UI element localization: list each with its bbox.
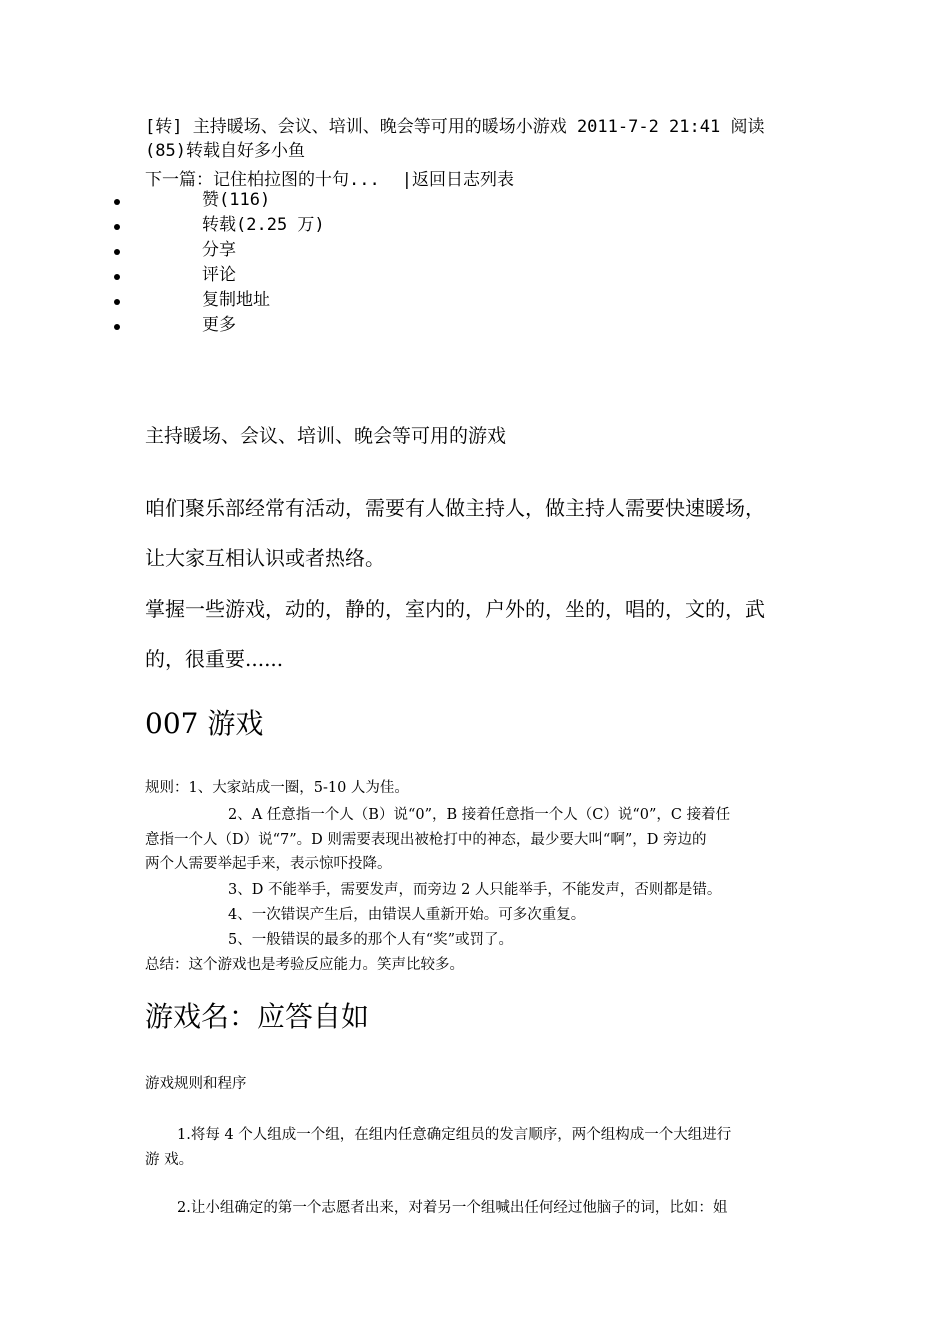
game1-rule-2-line-1: 2、A 任意指一个人（B）说“0”，B 接着任意指一个人（C）说“0”，C 接着任 [228, 807, 731, 823]
game1-rule-2-line-3: 两个人需要举起手来，表示惊吓投降。 [145, 856, 392, 872]
post-header-line-1: [转] 主持暖场、会议、培训、晚会等可用的暖场小游戏 2011-7-2 21:41 阅读 [145, 117, 765, 137]
intro-line-4: 的，很重要...... [145, 647, 284, 671]
game2-subheading: 游戏规则和程序 [145, 1076, 247, 1092]
bullet-icon [114, 249, 120, 255]
back-to-list-link[interactable]: |返回日志列表 [401, 170, 514, 190]
game1-summary: 总结：这个游戏也是考验反应能力。笑声比较多。 [145, 957, 464, 973]
intro-line-2: 让大家互相认识或者热络。 [145, 546, 385, 570]
action-label: 转载(2.25 万) [202, 215, 325, 235]
game1-rule-4: 4、一次错误产生后，由错误人重新开始。可多次重复。 [228, 907, 586, 923]
bullet-icon [114, 274, 120, 280]
intro-line-3: 掌握一些游戏，动的，静的，室内的，户外的，坐的，唱的，文的，武 [145, 597, 765, 621]
article-title: 主持暖场、会议、培训、晚会等可用的游戏 [145, 425, 507, 447]
action-label: 评论 [202, 265, 236, 285]
game1-rule-1: 规则：1、大家站成一圈，5-10 人为佳。 [145, 780, 409, 796]
bullet-icon [114, 224, 120, 230]
prev-post-link[interactable]: 下一篇：记住柏拉图的十句... [145, 170, 380, 190]
game1-rule-3: 3、D 不能举手，需要发声，而旁边 2 人只能举手，不能发声，否则都是错。 [228, 882, 722, 898]
game1-rule-5: 5、一般错误的最多的那个人有“奖”或罚了。 [228, 932, 514, 948]
game1-heading: 007 游戏 [145, 707, 264, 740]
game1-rule-2-line-2: 意指一个人（D）说“7”。D 则需要表现出被枪打中的神态，最少要大叫“啊”，D 旁边的 [145, 832, 707, 848]
post-navigation [145, 165, 514, 190]
post-header-line-2: (85)转载自好多小鱼 [145, 141, 305, 161]
game2-step-1-line-1: 1.将每 4 个人组成一个组，在组内任意确定组员的发言顺序，两个组构成一个大组进行 [177, 1127, 732, 1143]
bullet-icon [114, 324, 120, 330]
action-label: 赞(116) [202, 190, 271, 210]
action-label: 分享 [202, 240, 236, 260]
action-label: 更多 [202, 315, 236, 335]
game2-heading: 游戏名：应答自如 [145, 1000, 370, 1033]
game2-step-1-line-2: 游 戏。 [145, 1152, 194, 1168]
bullet-icon [114, 299, 120, 305]
bullet-icon [114, 199, 120, 205]
action-label: 复制地址 [202, 290, 270, 310]
game2-step-2-line-1: 2.让小组确定的第一个志愿者出来，对着另一个组喊出任何经过他脑子的词，比如：姐 [177, 1200, 728, 1216]
intro-line-1: 咱们聚乐部经常有活动，需要有人做主持人，做主持人需要快速暖场， [145, 496, 765, 520]
